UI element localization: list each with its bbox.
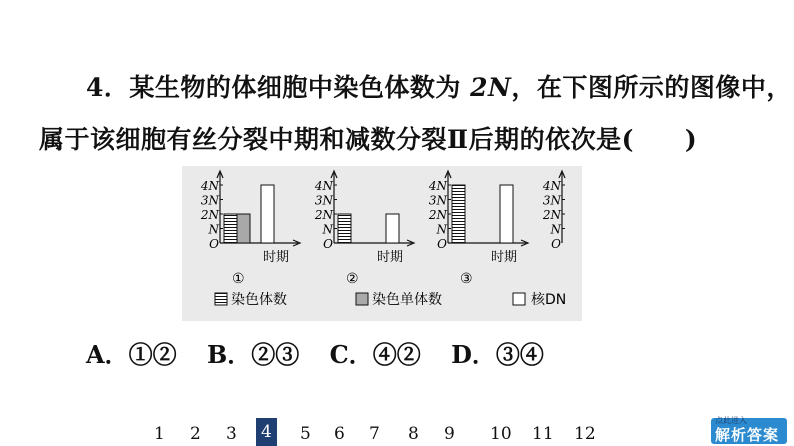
question-line-2: 属于该细胞有丝分裂中期和减数分裂Ⅱ后期的依次是( ) [39,125,698,154]
panel-label-3: ③ [460,271,473,287]
question-variable: 2N [470,73,512,102]
option-d[interactable]: D．③④ [451,340,544,369]
x-axis-label-2: 时期 [377,250,404,265]
y-tick-label-1-1: 4N [200,179,219,193]
y-tick-label-3-5: O [437,237,447,251]
answer-button-label: 解析答案 [715,426,780,444]
legend-swatch-chromatid [356,293,368,305]
panel-label-2: ② [346,271,359,287]
chart-svg [182,166,582,321]
page-4-current[interactable]: 4 [256,418,277,446]
y-tick-label-4-2: 3N [542,193,561,208]
page-12[interactable]: 12 [574,424,596,444]
y-tick-label-3-4: N [436,222,447,237]
y-tick-label-1-4: N [208,222,219,237]
y-tick-label-1-2: 3N [200,193,219,208]
legend-swatch-chromosome [215,293,227,305]
y-tick-label-4-1: 4N [542,179,561,193]
page-10[interactable]: 10 [490,424,512,444]
page-11[interactable]: 11 [532,424,554,444]
y-tick-label-4-4: N [550,222,561,237]
y-tick-label-3-2: 3N [428,193,447,208]
question-number: 4 [86,73,104,102]
page-5[interactable]: 5 [300,424,311,444]
bar-panel-1-chromosome [224,214,237,243]
bar-panel-1-dna [261,185,274,243]
legend-swatch-dna [513,293,525,305]
y-tick-label-3-1: 4N [428,179,447,193]
y-tick-label-4-5: O [551,237,561,251]
answer-button-hint: 点此进入 [715,416,747,425]
page-7[interactable]: 7 [369,424,380,444]
answer-options [86,335,566,370]
page-9[interactable]: 9 [444,424,455,444]
legend-label-chromosome: 染色体数 [231,292,287,308]
page-3[interactable]: 3 [226,424,237,444]
y-tick-label-2-1: 4N [314,179,333,193]
bar-panel-2-chromosome [338,214,351,243]
option-b[interactable]: B．②③ [206,340,300,369]
page-6[interactable]: 6 [334,424,345,444]
bar-panel-1-chromatid [237,214,250,243]
y-tick-label-2-4: N [322,222,333,237]
y-tick-label-2-2: 3N [314,193,333,208]
bar-panel-3-chromosome [452,185,465,243]
chart-figure [182,166,582,321]
legend-label-dna: 核DN [531,292,567,308]
panel-label-1: ① [232,271,245,287]
y-tick-label-1-3: 2N [200,208,219,222]
view-answer-button[interactable] [711,418,787,444]
x-axis-label-1: 时期 [263,250,290,265]
y-tick-label-2-3: 2N [314,208,333,222]
question-text-a: ．某生物的体细胞中染色体数为 [103,73,471,102]
option-c[interactable]: C．④② [329,340,421,369]
bar-panel-3-dna [500,185,513,243]
y-tick-label-1-5: O [209,237,219,251]
question-line-1 [86,68,792,104]
y-tick-label-2-5: O [323,237,333,251]
legend-label-chromatid: 染色单体数 [372,292,442,308]
question-text-b: ，在下图所示的图像中， [511,73,792,102]
page-2[interactable]: 2 [190,424,201,444]
page-8[interactable]: 8 [408,424,419,444]
y-tick-label-4-3: 2N [542,208,561,222]
page-1[interactable]: 1 [154,424,165,444]
option-a[interactable]: A．①② [86,340,177,369]
y-tick-label-3-3: 2N [428,208,447,222]
x-axis-label-3: 时期 [491,250,518,265]
bar-panel-2-dna [386,214,399,243]
